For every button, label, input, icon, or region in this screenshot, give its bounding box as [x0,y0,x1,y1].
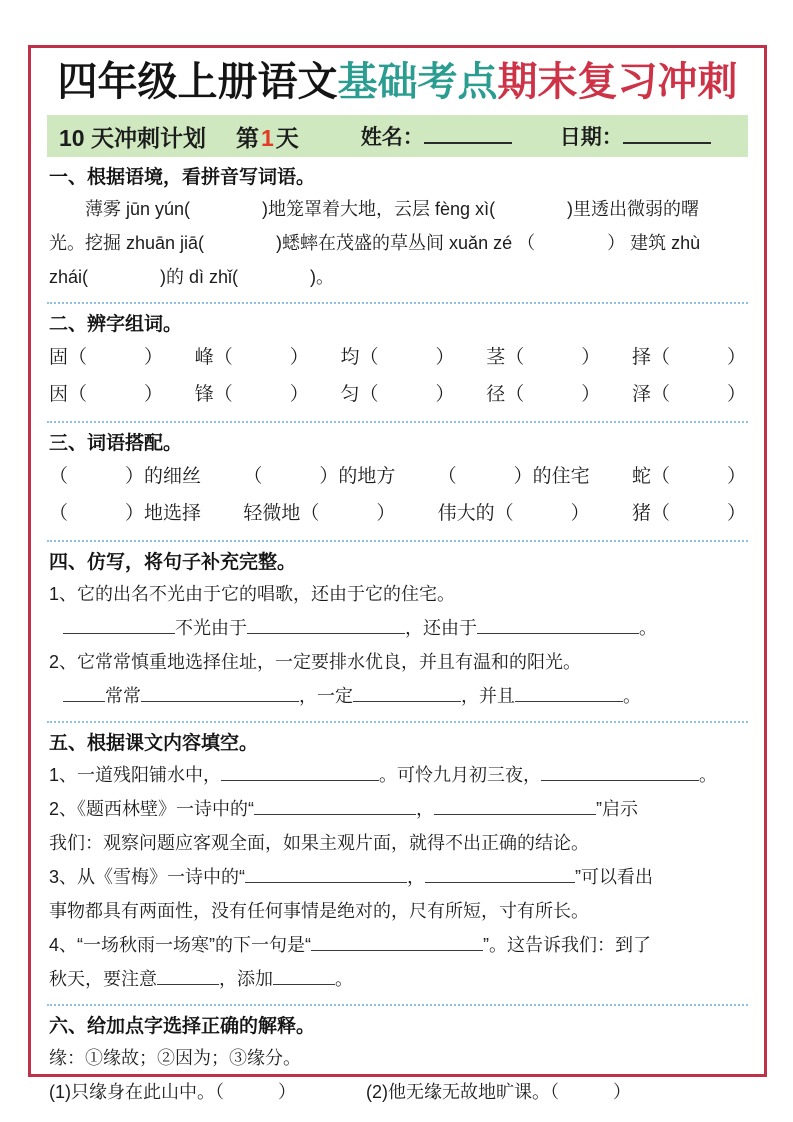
char-cell: 因（ ） [49,384,164,405]
fill-text: ”。这告诉我们：到了 [483,935,651,955]
char-cell: 固（ ） [49,347,164,368]
day-label [236,120,299,153]
fill-text: 3、从《雪梅》一诗中的“ [49,867,246,887]
question-text: (1)只 [49,1082,89,1102]
fill-text: 。 [623,686,641,706]
fill-line [49,611,746,645]
char-cell: 茎（ ） [486,347,601,368]
definitions-line: 缘：①缘故；②因为；③缘分。 [49,1048,301,1068]
char-cell: 泽（ ） [631,384,746,405]
fill-text: 1、一道残阳铺水中， [49,765,222,785]
fill-line [49,792,746,826]
answer-paren: （ ） [215,1082,296,1102]
day-suffix: 天 [275,124,299,151]
fill-text: ，并且 [461,686,515,706]
fill-text: ， [416,799,435,819]
char-cell: 锋（ ） [194,384,309,405]
pairing-cell: 蛇（ ） [631,466,746,487]
fill-text: 。可怜九月初三夜， [379,765,542,785]
text-line: 2、它常常慎重地选择住址，一定要排水优良，并且有温和的阳光。 [49,652,582,672]
title-review-part: 期末复习冲刺 [497,60,738,104]
pairing-cell: （ ）的地方 [243,466,396,487]
fill-text: ，一定 [299,686,353,706]
section-word-meaning [47,1004,748,1117]
fill-text: 。 [639,618,657,638]
pairing-cell: （ ）地选择 [49,503,202,524]
question-text: (2)他无 [366,1082,424,1102]
pairing-cell: （ ）的住宅 [437,466,590,487]
date-field [560,121,711,151]
fill-text: 。 [699,765,718,785]
fill-line [49,860,746,894]
question-1 [49,1075,296,1109]
section-1-heading: 一、根据语境，看拼音写词语。 [49,167,316,188]
name-blank [424,123,512,144]
fill-blank [477,617,639,634]
section-5-heading: 五、根据课文内容填空。 [49,733,259,754]
text-line: 1、它的出名不光由于它的唱歌，还由于它的住宅。 [49,584,456,604]
fill-blank [157,968,219,985]
fill-text: ”启示 [596,799,639,819]
day-prefix: 第 [235,124,259,151]
char-cell: 径（ ） [486,384,601,405]
fill-blank [541,764,699,781]
section-char-words [47,302,748,421]
section-6-heading: 六、给加点字选择正确的解释。 [49,1016,316,1037]
answer-paren: （ ） [550,1082,631,1102]
fill-line [49,962,746,996]
fill-text: ，还由于 [405,618,477,638]
fill-blank [425,866,575,883]
emphasized-char: 缘 • [424,1075,442,1109]
fill-line [49,758,746,792]
section-4-heading: 四、仿写，将句子补充完整。 [49,552,297,573]
section-word-pairing [47,421,748,540]
fill-blank [515,685,623,702]
fill-blank [254,798,416,815]
fill-text: 常常 [105,686,141,706]
fill-blank [221,764,379,781]
plan-label: 10 天冲刺计划 [59,124,206,151]
text-line: 薄雾 jūn yún( )地笼罩着大地，云层 fèng xì( )里透出微弱的曙 [85,199,700,219]
fill-line [49,928,746,962]
char-cell: 择（ ） [631,347,746,368]
fill-blank [273,968,335,985]
text-line: zhái( )的 dì zhǐ( )。 [49,267,335,287]
fill-blank [245,866,407,883]
section-pinyin [47,157,748,302]
pairing-cell: 轻微地（ ） [243,503,396,524]
question-text: 身在此山中。 [107,1082,215,1102]
name-label: 姓名： [360,126,424,149]
fill-blank [311,934,483,951]
question-2 [366,1075,631,1109]
title-grade-part: 四年级上册语文 [57,60,338,104]
pairing-cell: （ ）的细丝 [49,466,202,487]
char-cell: 峰（ ） [194,347,309,368]
question-text: 无故地旷课。 [442,1082,550,1102]
char-row [49,376,746,413]
pairing-cell: 伟大的（ ） [437,503,590,524]
page-title [47,54,748,110]
section-sentence-imitation [47,540,748,721]
char-cell: 匀（ ） [340,384,455,405]
fill-blank [434,798,596,815]
pairing-row [49,458,746,495]
fill-blank [353,685,461,702]
fill-text: 秋天，要注意 [49,969,157,989]
fill-text: ，添加 [219,969,273,989]
day-number: 1 [260,124,274,151]
section-2-heading: 二、辨字组词。 [49,314,183,335]
meaning-questions-line [49,1075,746,1109]
char-cell: 均（ ） [340,347,455,368]
fill-blank [63,685,105,702]
header-bar [47,115,748,157]
date-blank [623,123,711,144]
fill-text: ”可以看出 [575,867,654,887]
pairing-row [49,495,746,532]
date-label: 日期： [559,126,623,149]
section-3-heading: 三、词语搭配。 [49,433,183,454]
fill-text: 不光由于 [175,618,247,638]
text-line: 事物都具有两面性，没有任何事情是绝对的，尺有所短，寸有所长。 [49,901,589,921]
fill-blank [247,617,405,634]
fill-text: ， [407,867,426,887]
char-row [49,339,746,376]
fill-blank [63,617,175,634]
fill-line [49,679,746,713]
fill-text: 4、“一场秋雨一场寒”的下一句是“ [49,935,311,955]
emphasized-char: 缘 • [89,1075,107,1109]
fill-text: 。 [335,969,353,989]
fill-text: 2、《题西林壁》一诗中的“ [49,799,255,819]
name-field [361,121,512,151]
fill-blank [141,685,299,702]
text-line: 我们：观察问题应客观全面，如果主观片面，就得不出正确的结论。 [49,833,589,853]
pairing-cell: 猪（ ） [631,503,746,524]
worksheet-frame [28,45,767,1102]
title-basics-part: 基础考点 [337,60,498,104]
text-line: 光。挖掘 zhuān jiā( )蟋蟀在茂盛的草丛间 xuǎn zé （ ） 建筑 zhù [49,233,701,253]
section-text-recall [47,721,748,1004]
